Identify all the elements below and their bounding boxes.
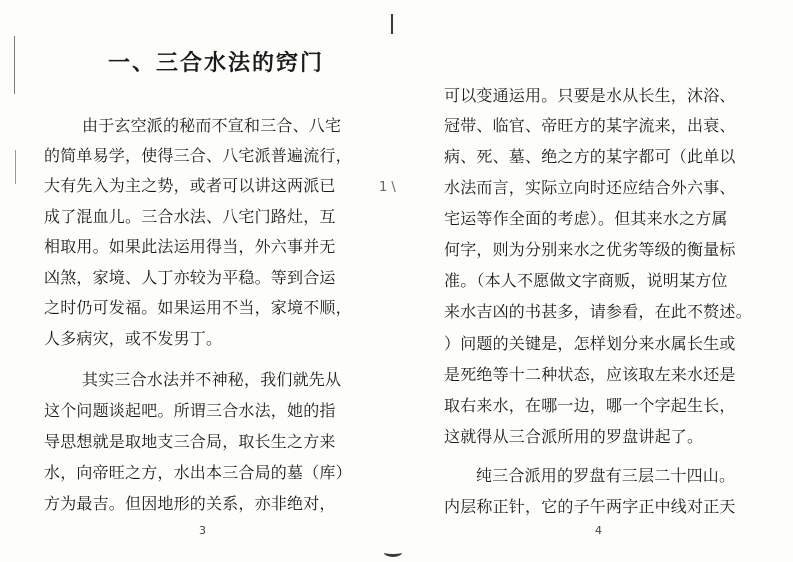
text-line: 取右来水，在哪一边，哪一个字起生长， — [444, 396, 736, 415]
right-page — [396, 0, 793, 562]
text-line: 导思想就是取地支三合局，取长生之方来 — [44, 432, 336, 451]
text-line: 相取用。如果此法运用得当，外六事并无 — [44, 237, 336, 256]
text-line: 病、死、墓、绝之方的某字都可（此单以 — [444, 147, 736, 166]
text-line: 冠带、临官、帝旺方的某字流来，出衰、 — [444, 116, 736, 135]
chapter-title: 一、三合水法的窍门 — [108, 50, 325, 76]
page-number: 3 — [199, 524, 206, 537]
text-line: ）问题的关键是，怎样划分来水属长生或 — [444, 334, 736, 353]
text-line: 的简单易学，使得三合、八宅派普遍流行， — [44, 146, 352, 165]
text-line: 这就得从三合派所用的罗盘讲起了。 — [444, 427, 704, 446]
text-line: 凶煞，家境、人丁亦较为平稳。等到合运 — [44, 268, 336, 287]
gutter-glyph: 1 \ — [379, 180, 396, 195]
page-number: 4 — [595, 524, 602, 537]
text-line: 这个问题谈起吧。所谓三合水法，她的指 — [44, 401, 336, 420]
left-page — [0, 0, 396, 562]
text-line: 内层称正针，它的子午两字正中线对正天 — [444, 497, 736, 516]
text-line: 水，向帝旺之方，水出本三合局的墓（库） — [44, 463, 352, 482]
text-line: 何字，则为分别来水之优劣等级的衡量标 — [444, 240, 736, 259]
text-line: 之时仍可发福。如果运用不当，家境不顺， — [44, 298, 352, 317]
text-line: 是死绝等十二种状态，应该取左来水还是 — [444, 365, 736, 384]
text-line: 其实三合水法并不神秘，我们就先从 — [82, 370, 342, 389]
text-line: 准。（本人不愿做文字商贩，说明某方位 — [444, 271, 728, 290]
text-line: 来水吉凶的书甚多，请参看，在此不赘述。 — [444, 302, 752, 321]
text-line: 宅运等作全面的考虑）。但其来水之方属 — [444, 209, 728, 228]
text-line: 由于玄空派的秘而不宣和三合、八宅 — [82, 116, 342, 135]
text-line: 人多病灾，或不发男丁。 — [44, 329, 223, 348]
text-line: 成了混血儿。三合水法、八宅门路灶，互 — [44, 207, 336, 226]
text-line: 水法而言，实际立向时还应结合外六事、 — [444, 178, 736, 197]
text-line: 可以变通运用。只要是水从长生，沐浴、 — [444, 86, 736, 105]
text-line: 大有先入为主之势，或者可以讲这两派已 — [44, 176, 336, 195]
text-line: 纯三合派用的罗盘有三层二十四山。 — [476, 466, 736, 485]
text-line: 方为最吉。但因地形的关系，亦非绝对， — [44, 494, 336, 513]
